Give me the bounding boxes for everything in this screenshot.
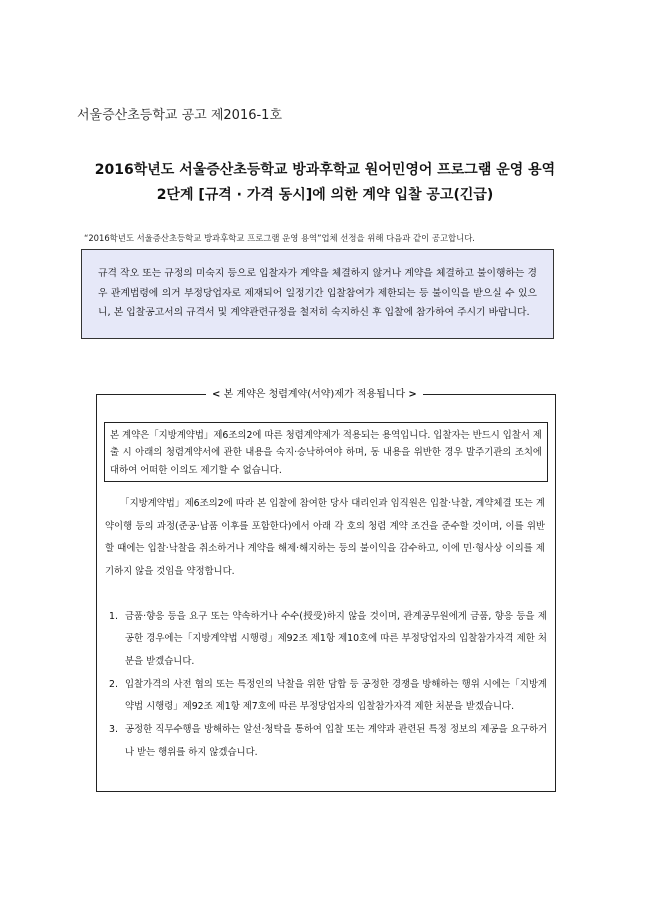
list-item-number: 3.	[109, 724, 118, 736]
list-item	[107, 674, 547, 719]
announcement-number: 서울증산초등학교 공고 제2016-1호	[77, 108, 283, 123]
warning-text: 규격 작오 또는 규정의 미숙지 등으로 입찰자가 계약을 체결하지 않거나 계약을 체결하고 불이행하는 경우 관계법령에 의거 부정당업자로 제재되어 일정기간 입찰참여가 제한되는 등 불이익을 받으실 수 있으니, 본 입찰공고서의 규격서 및 계약관련규정을 철저히 숙지하신 후 입찰에 참가하여 주시기 바랍니다.	[98, 268, 537, 319]
list-item-text: 금품·향응 등을 요구 또는 약속하거나 수수(授受)하지 않을 것이며, 관계공무원에게 금품, 향응 등을 제공한 경우에는「지방계약법 시행령」제92조 제1항 제10호에 따른 부정당업자의 입찰참가자격 제한 처분을 받겠습니다.	[125, 611, 547, 667]
warning-box	[81, 249, 554, 339]
integrity-notice-text: 본 계약은「지방계약법」제6조의2에 따른 청렴계약제가 적용되는 용역입니다. 입찰자는 반드시 입찰서 제출 시 아래의 청렴계약서에 관한 내용을 숙지·승낙하여야 하며, 동 내용을 위반한 경우 발주기관의 조치에 대하여 어떠한 이의도 제기할 수 없습니다.	[110, 430, 542, 476]
pledge-list	[107, 606, 547, 765]
page-title	[60, 158, 590, 208]
title-line-2: 2단계 [규격 · 가격 동시]에 의한 계약 입찰 공고(긴급)	[156, 187, 494, 203]
integrity-notice-box	[104, 422, 548, 482]
intro-text: “2016학년도 서울증산초등학교 방과후학교 프로그램 운영 용역”업체 선정을 위해 다음과 같이 공고합니다.	[84, 233, 475, 243]
list-item-text: 공정한 직무수행을 방해하는 알선·청탁을 통하여 입찰 또는 계약과 관련된 특정 정보의 제공을 요구하거나 받는 행위를 하지 않겠습니다.	[125, 724, 547, 758]
integrity-title-text: 본 계약은 청렴계약(서약)제가 적용됩니다	[223, 389, 406, 400]
integrity-pledge-paragraph: 「지방계약법」제6조의2에 따라 본 입찰에 참여한 당사 대리인과 임직원은 입찰·낙찰, 계약체결 또는 계약이행 등의 과정(준공·납품 이후를 포함한다)에서 아래 각 호의 청렴 계약 조건을 준수할 것이며, 이를 위반할 때에는 입찰·낙찰을 취소하거나 계약을 해제·해지하는 등의 불이익을 감수하고, 이에 민·형사상 이의를 제기하지 않을 것임을 약정합니다.	[105, 498, 545, 577]
list-item	[107, 606, 547, 673]
list-item	[107, 719, 547, 764]
list-item-number: 2.	[109, 678, 118, 690]
list-item-number: 1.	[109, 611, 118, 622]
title-line-1: 2016학년도 서울증산초등학교 방과후학교 원어민영어 프로그램 운영 용역	[94, 162, 556, 178]
angle-right-icon: >	[408, 389, 417, 400]
integrity-box-title	[206, 385, 423, 400]
list-item-text: 입찰가격의 사전 협의 또는 특정인의 낙찰을 위한 담합 등 공정한 경쟁을 방해하는 행위 시에는「지방계약법 시행령」제92조 제1항 제7호에 따른 부정당업자의 입찰참가자격 제한 처분을 받겠습니다.	[125, 678, 547, 713]
angle-left-icon: <	[212, 389, 221, 400]
